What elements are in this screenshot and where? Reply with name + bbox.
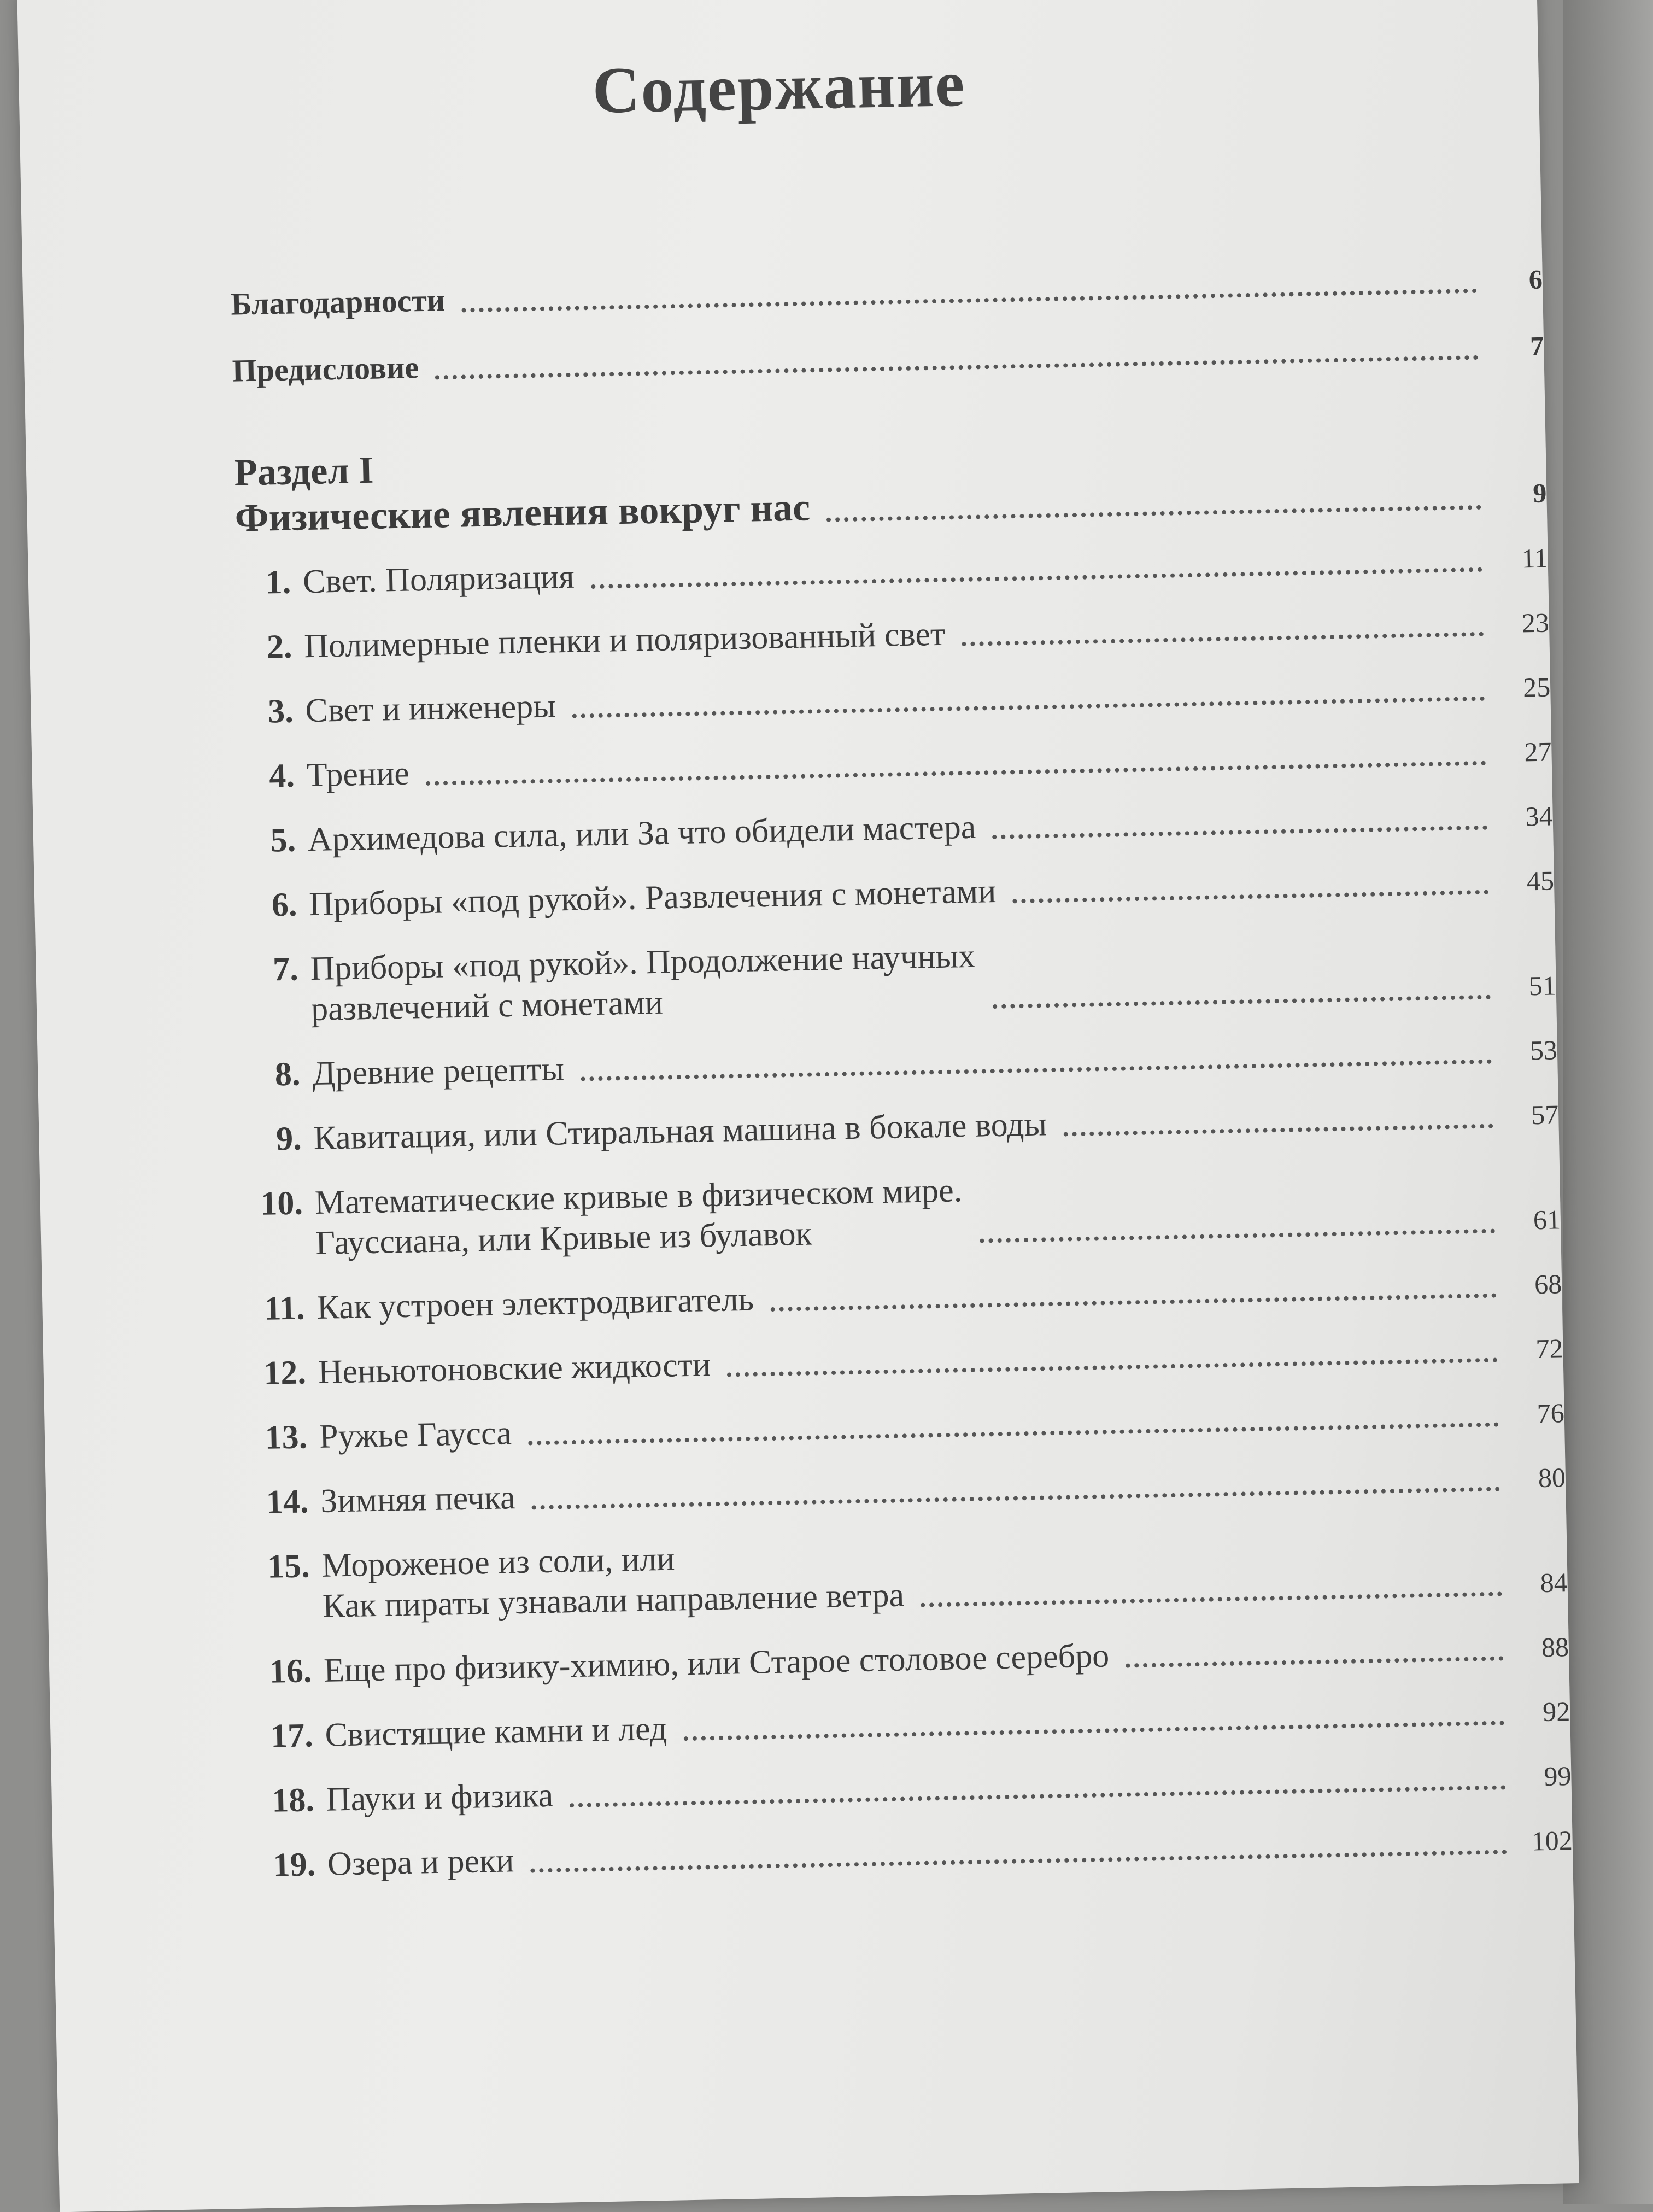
dot-leader — [683, 1721, 1504, 1741]
toc-entry-page: 80 — [1538, 1462, 1566, 1494]
toc-entry-number: 5. — [269, 821, 296, 859]
toc-entry-number: 12. — [263, 1354, 307, 1392]
toc-entry-title: Озера и реки — [327, 1842, 514, 1883]
toc-entry — [239, 731, 1552, 797]
toc-entry-title: Свет и инженеры — [304, 687, 556, 730]
toc-entry-number: 4. — [268, 757, 295, 795]
toc-entry-title: Приборы «под рукой». Продолжение научных развлечений с монетами — [309, 937, 976, 1028]
toc-entry-title: Благодарности — [230, 282, 446, 322]
toc-entry-page: 25 — [1522, 671, 1551, 703]
dot-leader — [462, 289, 1478, 313]
page-title: Содержание — [591, 46, 966, 127]
toc-entry-title: Свистящие камни и лед — [324, 1710, 667, 1754]
toc-entry — [252, 1392, 1564, 1458]
dot-leader — [1063, 1124, 1493, 1137]
toc-entry — [237, 602, 1550, 668]
toc-entry — [238, 666, 1551, 732]
toc-entry-title: Зимняя печка — [320, 1479, 516, 1520]
toc-entry-page: 61 — [1533, 1204, 1561, 1236]
toc-entry — [260, 1820, 1573, 1886]
toc-entry-page: 92 — [1542, 1696, 1570, 1728]
toc-entry — [258, 1691, 1570, 1757]
toc-entry-page: 27 — [1523, 736, 1552, 768]
toc-entry-number: 19. — [272, 1846, 316, 1884]
chapter-list — [236, 537, 1573, 1886]
toc-entry-page: 11 — [1521, 542, 1549, 574]
toc-entry-title: Неньютоновские жидкости — [318, 1346, 711, 1391]
toc-entry-number: 10. — [260, 1184, 303, 1222]
dot-leader — [572, 697, 1485, 718]
toc-entry-number: 11. — [263, 1289, 306, 1327]
toc-entry-page: 102 — [1531, 1825, 1573, 1857]
section-title: Физические явления вокруг нас — [235, 485, 811, 540]
toc-entry-page: 88 — [1541, 1631, 1569, 1663]
toc-entry — [245, 1029, 1558, 1095]
toc-entry-number: 14. — [266, 1483, 309, 1521]
toc-entry-preface — [232, 326, 1544, 391]
toc-entry-page: 76 — [1537, 1397, 1565, 1429]
toc-entry-number: 3. — [267, 692, 294, 730]
toc-entry-page: 6 — [1528, 264, 1543, 295]
dot-leader — [435, 355, 1478, 380]
dot-leader — [532, 1487, 1500, 1509]
dot-leader — [531, 1850, 1508, 1872]
toc-entry-number: 2. — [266, 628, 292, 666]
toc-entry-number: 18. — [271, 1781, 315, 1819]
toc-entry-page: 7 — [1529, 330, 1544, 362]
toc-entry-acknowledgements — [231, 259, 1543, 325]
toc-entry-title: Свет. Поляризация — [302, 558, 575, 601]
toc-entry-number: 1. — [265, 563, 291, 601]
toc-entry-number: 9. — [276, 1120, 302, 1158]
toc-entry-number: 15. — [267, 1547, 310, 1585]
dot-leader — [992, 826, 1487, 839]
toc-entry-page: 51 — [1528, 970, 1557, 1002]
dot-leader — [980, 1229, 1495, 1243]
toc-entry-number: 7. — [272, 950, 299, 988]
toc-entry — [254, 1457, 1566, 1523]
toc-entry-page: 34 — [1525, 800, 1554, 832]
dot-leader — [770, 1294, 1496, 1312]
dot-leader — [993, 995, 1491, 1009]
toc-entry-title: Предисловие — [232, 349, 419, 389]
dot-leader — [581, 1060, 1492, 1081]
book-page — [17, 0, 1579, 2212]
dot-leader — [570, 1785, 1505, 1807]
toc-entry-page: 99 — [1543, 1760, 1572, 1792]
toc-entry-page: 23 — [1521, 607, 1550, 639]
toc-entry — [241, 795, 1553, 861]
toc-entry-page: 72 — [1535, 1333, 1563, 1365]
toc-entry-title: Полимерные пленки и поляризованный свет — [303, 615, 946, 665]
toc-entry-title: Древние рецепты — [312, 1050, 565, 1093]
toc-entry-title: Математические кривые в физическом мире. Гауссиана, или Кривые из булавок — [314, 1172, 963, 1262]
toc-entry — [248, 1158, 1561, 1265]
toc-entry-title: Пауки и физика — [326, 1776, 554, 1818]
toc-entry-page: 45 — [1526, 865, 1555, 897]
toc-entry — [257, 1626, 1569, 1692]
toc-entry-number: 13. — [264, 1418, 308, 1456]
section-label: Раздел I — [233, 449, 374, 494]
toc-entry-page: 68 — [1534, 1268, 1562, 1300]
page-edge — [1563, 0, 1653, 2204]
dot-leader — [962, 632, 1484, 646]
dot-leader — [1126, 1656, 1503, 1667]
toc-entry-title: Еще про физику-химию, или Старое столовое серебро — [323, 1637, 1110, 1689]
toc-entry-number: 8. — [274, 1055, 301, 1093]
dot-leader — [921, 1591, 1502, 1607]
toc-entry — [255, 1522, 1568, 1628]
toc-entry — [250, 1263, 1562, 1329]
toc-entry-page: 84 — [1540, 1567, 1568, 1599]
toc-entry-number: 16. — [269, 1652, 312, 1690]
toc-entry-title: Приборы «под рукой». Развлечения с монетами — [308, 872, 997, 923]
toc-entry-page: 57 — [1531, 1099, 1559, 1131]
toc-entry — [243, 924, 1556, 1031]
toc-entry-title: Ружье Гаусса — [319, 1414, 512, 1455]
toc-entry — [236, 537, 1548, 603]
dot-leader — [826, 505, 1481, 522]
toc-entry — [242, 860, 1555, 926]
toc-entry — [259, 1755, 1572, 1821]
toc-entry-title: Мороженое из соли, или Как пираты узнавали направление ветра — [321, 1540, 905, 1625]
section-page: 9 — [1532, 477, 1547, 508]
toc-entry-title: Как устроен электродвигатель — [316, 1280, 754, 1326]
dot-leader — [727, 1358, 1498, 1377]
toc-entry-title: Архимедова сила, или За что обидели мастера — [307, 808, 976, 859]
toc-entry-title: Трение — [306, 754, 410, 794]
dot-leader — [426, 761, 1486, 786]
dot-leader — [591, 567, 1482, 589]
toc-entry-number: 6. — [271, 886, 298, 924]
toc-entry-number: 17. — [270, 1717, 314, 1755]
dot-leader — [528, 1423, 1499, 1446]
dot-leader — [1013, 890, 1489, 904]
toc-entry-title: Кавитация, или Стиральная машина в бокале воды — [313, 1105, 1047, 1157]
table-of-contents — [231, 259, 1574, 1910]
toc-entry — [251, 1328, 1563, 1394]
toc-entry — [247, 1094, 1559, 1160]
toc-entry-page: 53 — [1529, 1034, 1558, 1066]
